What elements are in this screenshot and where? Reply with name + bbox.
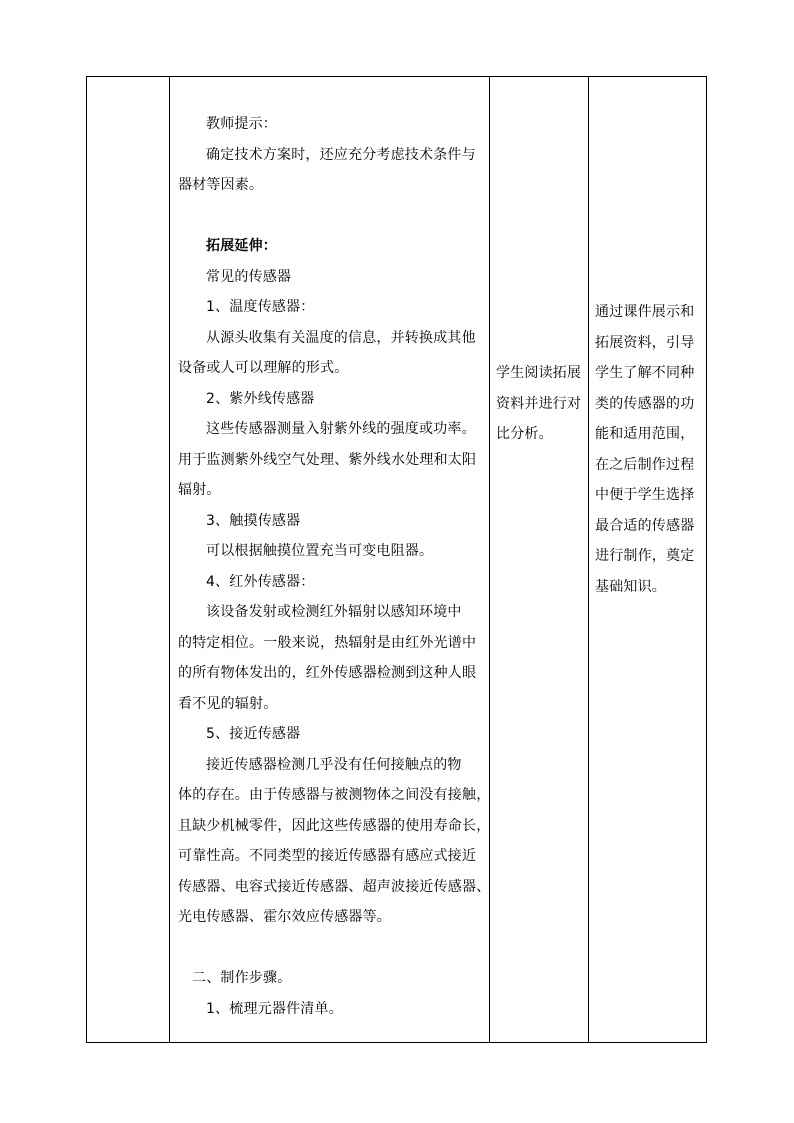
sensor-heading: 3、触摸传感器 [206,512,301,529]
sensor-heading: 2、紫外线传感器 [206,390,315,407]
section-heading: 二、制作步骤。 [192,970,292,986]
paragraph: 这些传感器测量入射紫外线的强度或功率。 [206,421,476,437]
stage-cell [87,77,169,1042]
intent-line: 在之后制作过程 [595,456,695,473]
sensor-heading: 5、接近传感器 [206,726,301,742]
paragraph: 的特定相位。一般来说，热辐射是由红外光谱中 [178,634,477,651]
paragraph: 体的存在。由于传感器与被测物体之间没有接触， [178,787,491,803]
student-line: 比分析。 [496,426,553,442]
paragraph: 且缺少机械零件，因此这些传感器的使用寿命长， [178,817,491,834]
paragraph: 光电传感器、霍尔效应传感器等。 [178,909,391,925]
extension-heading: 拓展延伸： [206,238,277,254]
paragraph: 设备或人可以理解的形式。 [178,360,349,376]
paragraph: 从源头收集有关温度的信息，并转换成其他 [206,329,476,346]
section-title: 常见的传感器 [206,268,292,285]
intent-line: 中便于学生选择 [595,487,695,503]
paragraph: 的所有物体发出的，红外传感器检测到这种人眼 [178,665,477,681]
design-intent-cell [589,77,706,1042]
paragraph: 看不见的辐射。 [178,695,278,712]
paragraph: 可以根据触摸位置充当可变电阻器。 [206,543,434,559]
paragraph: 该设备发射或检测红外辐射以感知环境中 [206,604,462,620]
paragraph: 确定技术方案时，还应充分考虑技术条件与 [206,146,476,163]
student-line: 学生阅读拓展 [496,365,582,381]
teacher-tip-heading: 教师提示： [206,116,277,132]
paragraph: 传感器、电容式接近传感器、超声波接近传感器、 [178,878,491,895]
intent-line: 学生了解不同种 [595,365,695,381]
paragraph: 器材等因素。 [178,177,264,193]
sensor-heading: 1、温度传感器： [206,299,315,315]
teaching-content-cell [170,77,489,1042]
student-line: 资料并进行对 [496,395,582,412]
step-item: 1、梳理元器件清单。 [206,1000,343,1017]
student-activity-cell [490,77,588,1042]
intent-line: 能和适用范围， [595,426,695,442]
intent-line: 基础知识。 [595,578,666,595]
paragraph: 用于监测紫外线空气处理、紫外线水处理和太阳 [178,451,477,468]
intent-line: 进行制作，奠定 [595,548,695,564]
paragraph: 可靠性高。不同类型的接近传感器有感应式接近 [178,848,477,864]
lesson-table [86,76,707,1043]
paragraph: 接近传感器检测几乎没有任何接触点的物 [206,756,462,773]
sensor-heading: 4、红外传感器： [206,573,315,590]
paragraph: 辐射。 [178,482,221,498]
intent-line: 类的传感器的功 [595,395,695,412]
intent-line: 最合适的传感器 [595,517,695,534]
intent-line: 通过课件展示和 [595,304,695,320]
intent-line: 拓展资料，引导 [595,334,695,351]
